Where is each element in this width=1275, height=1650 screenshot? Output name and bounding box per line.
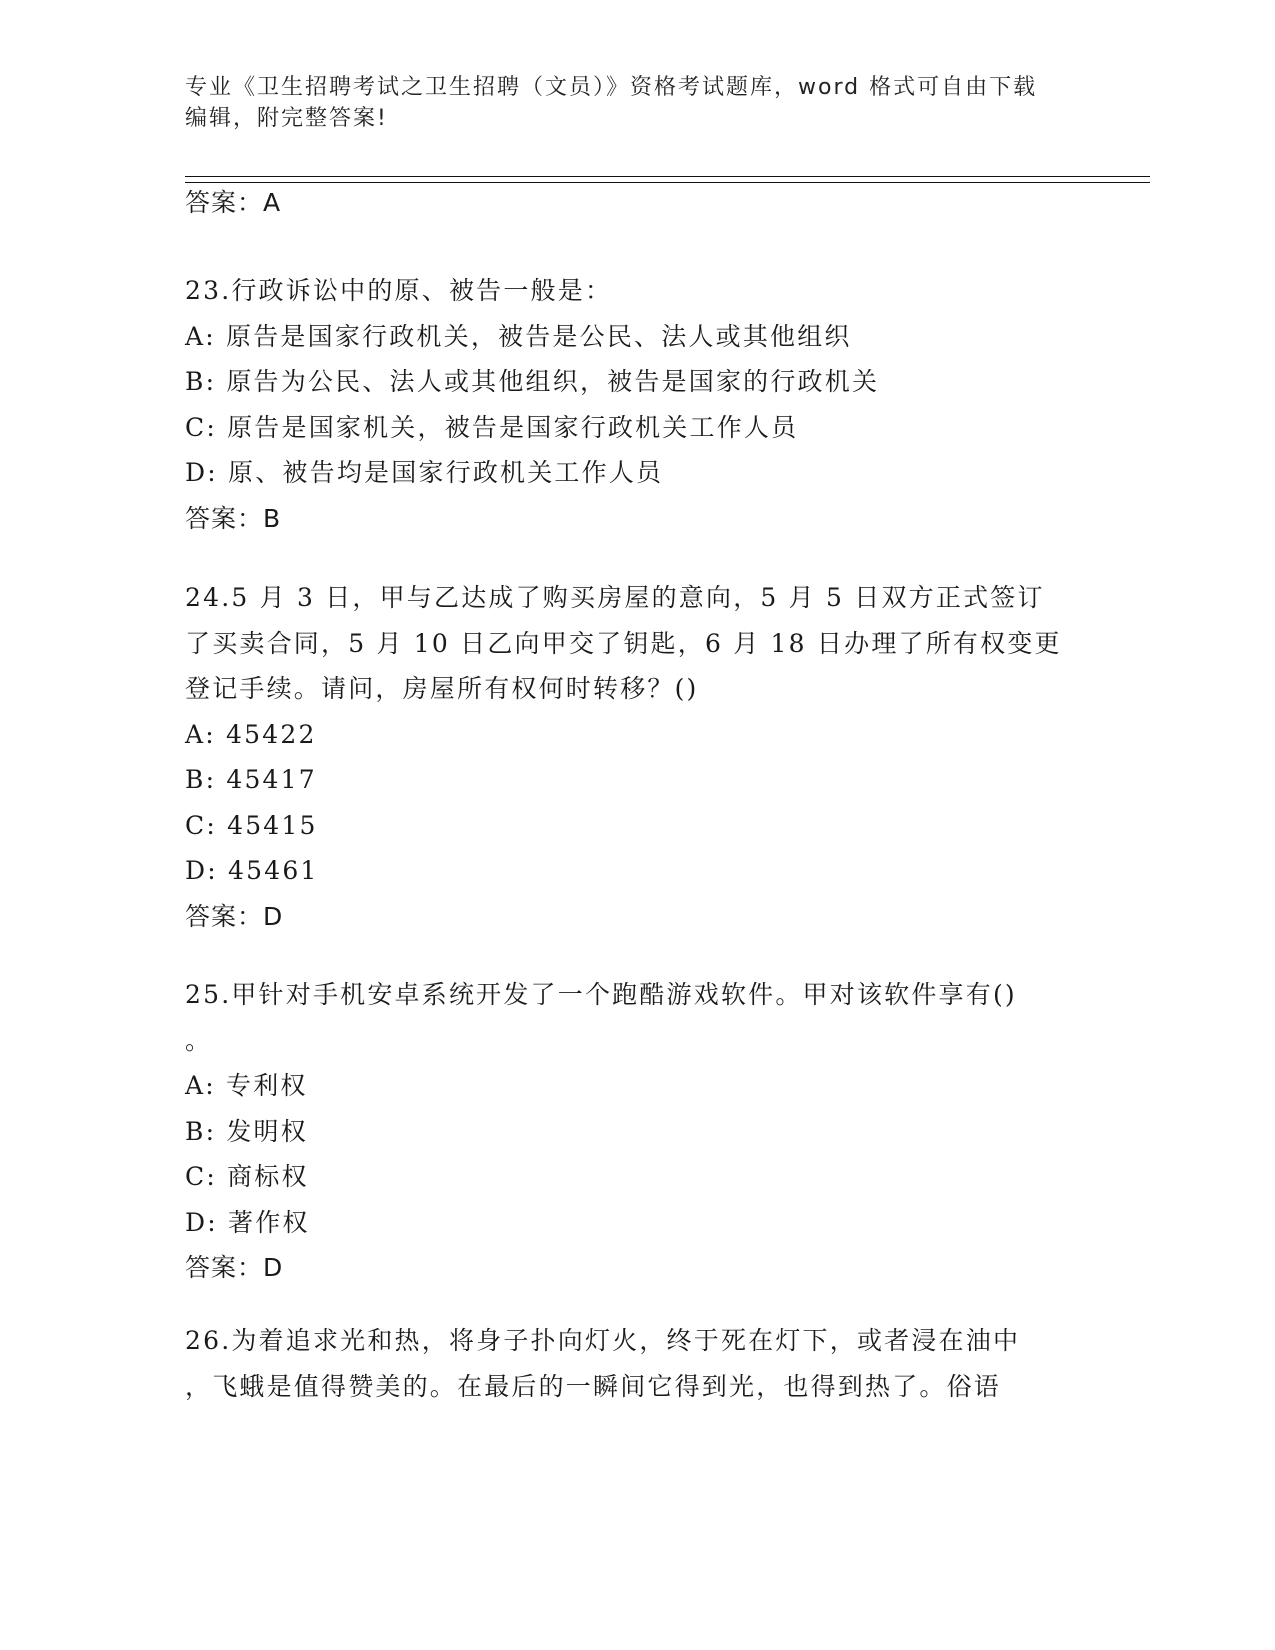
answer-label: 答案：D [185,1253,284,1282]
header-divider-top [185,176,1150,177]
option-a: A: 45422 [185,719,317,749]
question-stem-line-1: 26.为着追求光和热，将身子扑向灯火，终于死在灯下，或者浸在油中 [185,1326,1021,1355]
option-c: C: 原告是国家机关，被告是国家行政机关工作人员 [185,412,799,442]
question-23 [185,268,1085,541]
question-24 [185,575,1085,939]
question-stem: 23.行政诉讼中的原、被告一般是： [185,276,613,305]
page-header [185,72,1065,134]
question-stem-line-2: ，飞蛾是值得赞美的。在最后的一瞬间它得到光，也得到热了。俗语 [185,1371,1002,1401]
option-d: D: 原、被告均是国家行政机关工作人员 [185,458,664,487]
question-stem-line-2: 了买卖合同，5 月 10 日乙向甲交了钥匙，6 月 18 日办理了所有权变更 [185,628,1062,658]
option-d: D: 45461 [185,856,319,885]
option-d: D: 著作权 [185,1207,310,1237]
question-26 [185,1318,1085,1409]
option-c: C: 45415 [185,810,318,840]
answer-label: 答案：A [185,188,282,217]
option-c: C: 商标权 [185,1162,309,1191]
question-stem-line-1: 25.甲针对手机安卓系统开发了一个跑酷游戏软件。甲对该软件享有() [185,980,1017,1009]
question-25 [185,972,1085,1291]
option-a: A: 专利权 [185,1071,308,1100]
previous-answer-block [185,180,1085,226]
question-stem-line-3: 登记手续。请问，房屋所有权何时转移？() [185,674,699,703]
answer-label: 答案：B [185,503,282,533]
question-stem-line-1: 24.5 月 3 日，甲与乙达成了购买房屋的意向，5 月 5 日双方正式签订 [185,583,1045,612]
option-b: B: 原告为公民、法人或其他组织，被告是国家的行政机关 [185,367,880,396]
header-line-2: 编辑，附完整答案! [185,106,388,131]
header-line-1: 专业《卫生招聘考试之卫生招聘（文员）》资格考试题库，word 格式可自由下载 [185,75,1038,100]
option-a: A: 原告是国家行政机关，被告是公民、法人或其他组织 [185,321,852,351]
answer-label: 答案：D [185,901,284,931]
option-b: B: 45417 [185,765,317,794]
option-b: B: 发明权 [185,1116,308,1146]
question-stem-line-2: 。 [185,1025,213,1055]
